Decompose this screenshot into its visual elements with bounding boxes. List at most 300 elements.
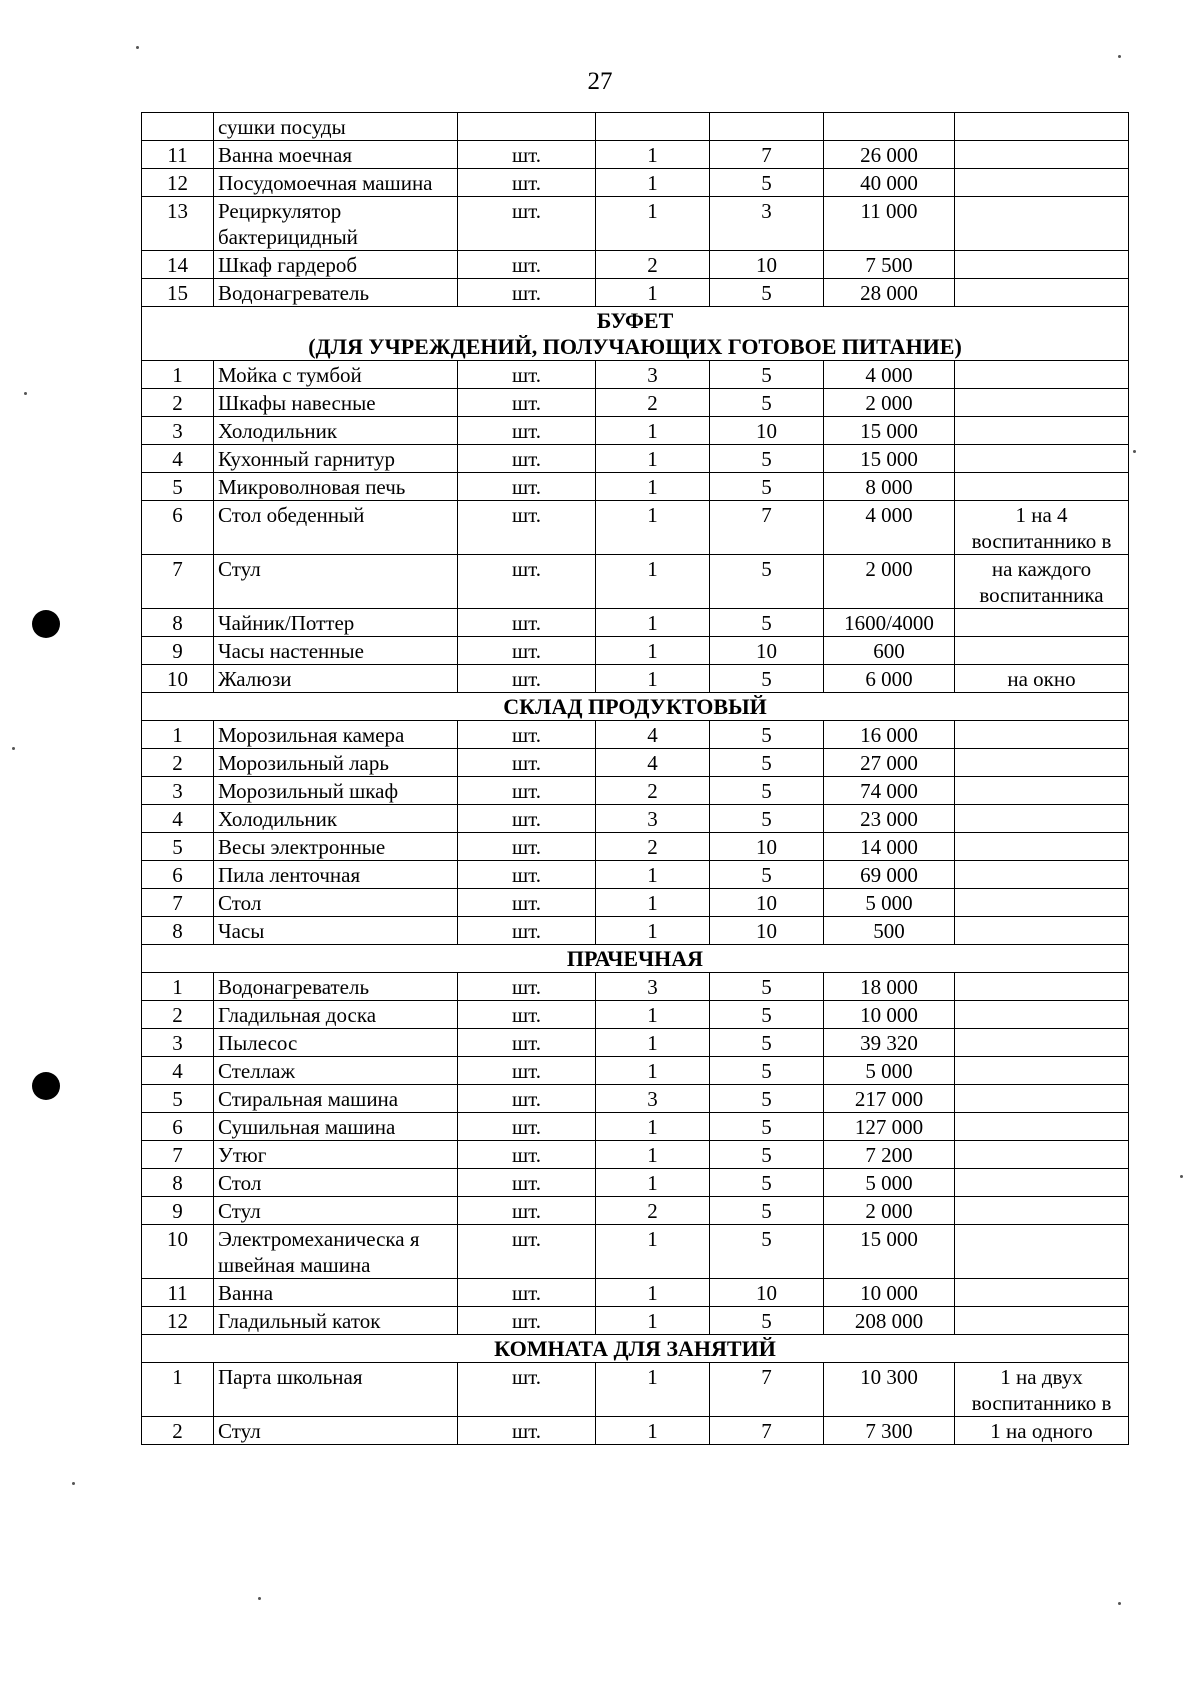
table-row (142, 777, 1129, 805)
note-cell (955, 141, 1129, 169)
table-row (142, 1225, 1129, 1279)
note-cell (955, 917, 1129, 945)
table-row (142, 417, 1129, 445)
row-number: 8 (142, 609, 214, 637)
price-cell: 1600/4000 (824, 609, 955, 637)
row-number: 2 (142, 389, 214, 417)
service-life-cell: 7 (710, 141, 824, 169)
item-name: Пылесос (214, 1029, 458, 1057)
price-cell: 4 000 (824, 501, 955, 555)
note-cell (955, 1057, 1129, 1085)
row-number: 7 (142, 555, 214, 609)
quantity-cell: 1 (596, 609, 710, 637)
item-name: Часы (214, 917, 458, 945)
row-number: 12 (142, 1307, 214, 1335)
unit-cell: шт. (458, 749, 596, 777)
unit-cell: шт. (458, 1307, 596, 1335)
unit-cell: шт. (458, 1169, 596, 1197)
item-name: Стеллаж (214, 1057, 458, 1085)
unit-cell: шт. (458, 1029, 596, 1057)
unit-cell: шт. (458, 1001, 596, 1029)
table-row (142, 1307, 1129, 1335)
table-row (142, 721, 1129, 749)
row-number: 4 (142, 805, 214, 833)
item-name: Холодильник (214, 417, 458, 445)
quantity-cell: 1 (596, 1225, 710, 1279)
note-cell (955, 609, 1129, 637)
price-cell: 10 000 (824, 1279, 955, 1307)
row-number: 12 (142, 169, 214, 197)
service-life-cell: 10 (710, 889, 824, 917)
row-number: 5 (142, 473, 214, 501)
price-cell: 15 000 (824, 445, 955, 473)
price-cell: 6 000 (824, 665, 955, 693)
scan-speck (12, 747, 15, 750)
service-life-cell: 5 (710, 1307, 824, 1335)
quantity-cell: 1 (596, 197, 710, 251)
quantity-cell: 1 (596, 1363, 710, 1417)
service-life-cell (710, 113, 824, 141)
quantity-cell: 3 (596, 361, 710, 389)
table-row (142, 501, 1129, 555)
row-number: 1 (142, 721, 214, 749)
section-title: ПРАЧЕЧНАЯ (566, 946, 704, 971)
price-cell: 10 000 (824, 1001, 955, 1029)
note-cell (955, 1001, 1129, 1029)
table-row (142, 1113, 1129, 1141)
section-header-row (142, 945, 1129, 973)
price-cell: 10 300 (824, 1363, 955, 1417)
note-cell: 1 на двух воспитаннико в (955, 1363, 1129, 1417)
row-number: 6 (142, 1113, 214, 1141)
scan-speck (1118, 55, 1121, 58)
item-name: Морозильная камера (214, 721, 458, 749)
quantity-cell: 4 (596, 749, 710, 777)
note-cell (955, 749, 1129, 777)
table-row (142, 1029, 1129, 1057)
unit-cell: шт. (458, 501, 596, 555)
table-row (142, 1197, 1129, 1225)
table-row (142, 141, 1129, 169)
service-life-cell: 5 (710, 749, 824, 777)
quantity-cell: 3 (596, 1085, 710, 1113)
note-cell (955, 1279, 1129, 1307)
section-header (142, 693, 1129, 721)
service-life-cell: 5 (710, 973, 824, 1001)
row-number: 1 (142, 361, 214, 389)
scan-speck (258, 1597, 261, 1600)
price-cell: 40 000 (824, 169, 955, 197)
quantity-cell: 1 (596, 1141, 710, 1169)
table-row (142, 1169, 1129, 1197)
row-number: 4 (142, 1057, 214, 1085)
price-cell: 600 (824, 637, 955, 665)
row-number: 11 (142, 1279, 214, 1307)
item-name: Электромеханическа я швейная машина (214, 1225, 458, 1279)
table-row (142, 917, 1129, 945)
table-row (142, 833, 1129, 861)
unit-cell: шт. (458, 279, 596, 307)
price-cell: 11 000 (824, 197, 955, 251)
price-cell: 15 000 (824, 417, 955, 445)
unit-cell: шт. (458, 777, 596, 805)
punch-hole-top (32, 610, 60, 638)
unit-cell: шт. (458, 1225, 596, 1279)
note-cell (955, 721, 1129, 749)
note-cell (955, 1029, 1129, 1057)
note-cell (955, 889, 1129, 917)
note-cell (955, 1085, 1129, 1113)
price-cell: 5 000 (824, 1169, 955, 1197)
note-cell (955, 861, 1129, 889)
note-cell (955, 417, 1129, 445)
service-life-cell: 7 (710, 1417, 824, 1445)
quantity-cell: 3 (596, 805, 710, 833)
item-name: Стул (214, 555, 458, 609)
quantity-cell: 3 (596, 973, 710, 1001)
item-name: Стол (214, 1169, 458, 1197)
note-cell: на окно (955, 665, 1129, 693)
price-cell (824, 113, 955, 141)
item-name: Водонагреватель (214, 973, 458, 1001)
unit-cell: шт. (458, 1113, 596, 1141)
section-header-row (142, 307, 1129, 361)
quantity-cell: 1 (596, 1279, 710, 1307)
unit-cell: шт. (458, 361, 596, 389)
table-row (142, 805, 1129, 833)
section-header-row (142, 1335, 1129, 1363)
unit-cell (458, 113, 596, 141)
punch-hole-bottom (32, 1072, 60, 1100)
note-cell (955, 445, 1129, 473)
service-life-cell: 5 (710, 1001, 824, 1029)
note-cell (955, 473, 1129, 501)
scan-speck (24, 392, 27, 395)
table-row (142, 1279, 1129, 1307)
quantity-cell: 2 (596, 251, 710, 279)
note-cell (955, 833, 1129, 861)
quantity-cell: 1 (596, 1169, 710, 1197)
note-cell (955, 169, 1129, 197)
quantity-cell: 1 (596, 889, 710, 917)
row-number: 1 (142, 1363, 214, 1417)
equipment-table (141, 112, 1129, 1445)
section-title: СКЛАД ПРОДУКТОВЫЙ (503, 694, 767, 719)
row-number: 5 (142, 1085, 214, 1113)
note-cell: 1 на 4 воспитаннико в (955, 501, 1129, 555)
unit-cell: шт. (458, 445, 596, 473)
unit-cell: шт. (458, 609, 596, 637)
service-life-cell: 10 (710, 417, 824, 445)
item-name: Холодильник (214, 805, 458, 833)
table-row (142, 169, 1129, 197)
unit-cell: шт. (458, 889, 596, 917)
price-cell: 7 500 (824, 251, 955, 279)
price-cell: 217 000 (824, 1085, 955, 1113)
unit-cell: шт. (458, 555, 596, 609)
row-number: 14 (142, 251, 214, 279)
table-row (142, 113, 1129, 141)
row-number: 3 (142, 417, 214, 445)
price-cell: 18 000 (824, 973, 955, 1001)
unit-cell: шт. (458, 1279, 596, 1307)
item-name: Утюг (214, 1141, 458, 1169)
quantity-cell: 2 (596, 1197, 710, 1225)
service-life-cell: 5 (710, 805, 824, 833)
unit-cell: шт. (458, 665, 596, 693)
note-cell (955, 1225, 1129, 1279)
quantity-cell: 1 (596, 1417, 710, 1445)
price-cell: 8 000 (824, 473, 955, 501)
unit-cell: шт. (458, 861, 596, 889)
quantity-cell: 1 (596, 445, 710, 473)
price-cell: 208 000 (824, 1307, 955, 1335)
note-cell (955, 637, 1129, 665)
item-name: Ванна (214, 1279, 458, 1307)
quantity-cell: 1 (596, 473, 710, 501)
table-row (142, 973, 1129, 1001)
unit-cell: шт. (458, 169, 596, 197)
table-row (142, 637, 1129, 665)
table-row (142, 473, 1129, 501)
table-row (142, 279, 1129, 307)
service-life-cell: 5 (710, 777, 824, 805)
price-cell: 500 (824, 917, 955, 945)
row-number: 8 (142, 1169, 214, 1197)
page-number: 27 (587, 68, 613, 95)
item-name: Шкаф гардероб (214, 251, 458, 279)
service-life-cell: 5 (710, 1085, 824, 1113)
unit-cell: шт. (458, 721, 596, 749)
quantity-cell: 2 (596, 777, 710, 805)
quantity-cell: 1 (596, 861, 710, 889)
unit-cell: шт. (458, 197, 596, 251)
quantity-cell: 4 (596, 721, 710, 749)
row-number: 15 (142, 279, 214, 307)
table-row (142, 555, 1129, 609)
table-body (142, 113, 1129, 1445)
scan-speck (1118, 1602, 1121, 1605)
price-cell: 15 000 (824, 1225, 955, 1279)
service-life-cell: 5 (710, 1225, 824, 1279)
quantity-cell: 1 (596, 1057, 710, 1085)
item-name: Весы электронные (214, 833, 458, 861)
item-name: Сушильная машина (214, 1113, 458, 1141)
service-life-cell: 5 (710, 279, 824, 307)
service-life-cell: 5 (710, 861, 824, 889)
price-cell: 4 000 (824, 361, 955, 389)
price-cell: 2 000 (824, 555, 955, 609)
row-number: 7 (142, 889, 214, 917)
table-row (142, 889, 1129, 917)
section-title: БУФЕТ (596, 308, 674, 333)
unit-cell: шт. (458, 1417, 596, 1445)
quantity-cell: 1 (596, 917, 710, 945)
row-number: 7 (142, 1141, 214, 1169)
service-life-cell: 5 (710, 1057, 824, 1085)
table-row (142, 609, 1129, 637)
unit-cell: шт. (458, 473, 596, 501)
note-cell (955, 777, 1129, 805)
service-life-cell: 5 (710, 609, 824, 637)
quantity-cell: 1 (596, 555, 710, 609)
row-number: 11 (142, 141, 214, 169)
section-header-row (142, 693, 1129, 721)
item-name: Морозильный ларь (214, 749, 458, 777)
row-number: 2 (142, 749, 214, 777)
section-header (142, 1335, 1129, 1363)
quantity-cell: 2 (596, 833, 710, 861)
note-cell: 1 на одного (955, 1417, 1129, 1445)
service-life-cell: 5 (710, 665, 824, 693)
service-life-cell: 10 (710, 251, 824, 279)
table-row (142, 1057, 1129, 1085)
unit-cell: шт. (458, 417, 596, 445)
item-name: Посудомоечная машина (214, 169, 458, 197)
table-row (142, 445, 1129, 473)
note-cell (955, 1307, 1129, 1335)
item-name: Парта школьная (214, 1363, 458, 1417)
service-life-cell: 10 (710, 833, 824, 861)
item-name: Чайник/Поттер (214, 609, 458, 637)
table-row (142, 1001, 1129, 1029)
service-life-cell: 5 (710, 1169, 824, 1197)
scan-speck (72, 1482, 75, 1485)
unit-cell: шт. (458, 637, 596, 665)
item-name: Морозильный шкаф (214, 777, 458, 805)
service-life-cell: 10 (710, 1279, 824, 1307)
quantity-cell: 1 (596, 501, 710, 555)
service-life-cell: 10 (710, 917, 824, 945)
row-number: 5 (142, 833, 214, 861)
table-row (142, 361, 1129, 389)
note-cell (955, 1197, 1129, 1225)
item-name: Пила ленточная (214, 861, 458, 889)
item-name: Гладильный каток (214, 1307, 458, 1335)
service-life-cell: 5 (710, 389, 824, 417)
row-number: 10 (142, 665, 214, 693)
service-life-cell: 5 (710, 1141, 824, 1169)
unit-cell: шт. (458, 1197, 596, 1225)
quantity-cell: 1 (596, 141, 710, 169)
item-name: Жалюзи (214, 665, 458, 693)
row-number: 4 (142, 445, 214, 473)
quantity-cell: 1 (596, 1029, 710, 1057)
row-number: 8 (142, 917, 214, 945)
item-name: Часы настенные (214, 637, 458, 665)
scan-speck (1133, 450, 1136, 453)
price-cell: 27 000 (824, 749, 955, 777)
section-header (142, 945, 1129, 973)
item-name: Стол обеденный (214, 501, 458, 555)
price-cell: 23 000 (824, 805, 955, 833)
table-row (142, 1363, 1129, 1417)
note-cell (955, 805, 1129, 833)
item-name: Стул (214, 1197, 458, 1225)
table-row (142, 1085, 1129, 1113)
table-row (142, 251, 1129, 279)
note-cell (955, 113, 1129, 141)
quantity-cell: 1 (596, 169, 710, 197)
row-number: 9 (142, 637, 214, 665)
service-life-cell: 5 (710, 361, 824, 389)
price-cell: 39 320 (824, 1029, 955, 1057)
item-name: Ванна моечная (214, 141, 458, 169)
service-life-cell: 7 (710, 501, 824, 555)
service-life-cell: 5 (710, 721, 824, 749)
row-number: 13 (142, 197, 214, 251)
table-row (142, 389, 1129, 417)
price-cell: 127 000 (824, 1113, 955, 1141)
unit-cell: шт. (458, 251, 596, 279)
item-name: Водонагреватель (214, 279, 458, 307)
price-cell: 2 000 (824, 1197, 955, 1225)
unit-cell: шт. (458, 389, 596, 417)
row-number (142, 113, 214, 141)
quantity-cell: 2 (596, 389, 710, 417)
item-name: сушки посуды (214, 113, 458, 141)
service-life-cell: 5 (710, 445, 824, 473)
note-cell: на каждого воспитанника (955, 555, 1129, 609)
item-name: Гладильная доска (214, 1001, 458, 1029)
service-life-cell: 7 (710, 1363, 824, 1417)
price-cell: 2 000 (824, 389, 955, 417)
quantity-cell: 1 (596, 279, 710, 307)
quantity-cell: 1 (596, 1001, 710, 1029)
item-name: Микроволновая печь (214, 473, 458, 501)
row-number: 6 (142, 861, 214, 889)
note-cell (955, 1141, 1129, 1169)
section-title: КОМНАТА ДЛЯ ЗАНЯТИЙ (494, 1336, 776, 1361)
note-cell (955, 973, 1129, 1001)
row-number: 3 (142, 1029, 214, 1057)
price-cell: 16 000 (824, 721, 955, 749)
table-row (142, 749, 1129, 777)
item-name: Шкафы навесные (214, 389, 458, 417)
unit-cell: шт. (458, 917, 596, 945)
item-name: Стол (214, 889, 458, 917)
unit-cell: шт. (458, 805, 596, 833)
item-name: Рециркулятор бактерицидный (214, 197, 458, 251)
price-cell: 7 200 (824, 1141, 955, 1169)
price-cell: 28 000 (824, 279, 955, 307)
service-life-cell: 5 (710, 1029, 824, 1057)
table-row (142, 197, 1129, 251)
service-life-cell: 5 (710, 169, 824, 197)
note-cell (955, 361, 1129, 389)
row-number: 2 (142, 1417, 214, 1445)
price-cell: 5 000 (824, 889, 955, 917)
row-number: 3 (142, 777, 214, 805)
price-cell: 69 000 (824, 861, 955, 889)
row-number: 2 (142, 1001, 214, 1029)
note-cell (955, 389, 1129, 417)
service-life-cell: 3 (710, 197, 824, 251)
service-life-cell: 10 (710, 637, 824, 665)
quantity-cell: 1 (596, 665, 710, 693)
scan-speck (1180, 1175, 1183, 1178)
price-cell: 14 000 (824, 833, 955, 861)
unit-cell: шт. (458, 833, 596, 861)
row-number: 1 (142, 973, 214, 1001)
price-cell: 7 300 (824, 1417, 955, 1445)
service-life-cell: 5 (710, 1197, 824, 1225)
unit-cell: шт. (458, 1057, 596, 1085)
service-life-cell: 5 (710, 1113, 824, 1141)
item-name: Стул (214, 1417, 458, 1445)
table-row (142, 665, 1129, 693)
price-cell: 74 000 (824, 777, 955, 805)
